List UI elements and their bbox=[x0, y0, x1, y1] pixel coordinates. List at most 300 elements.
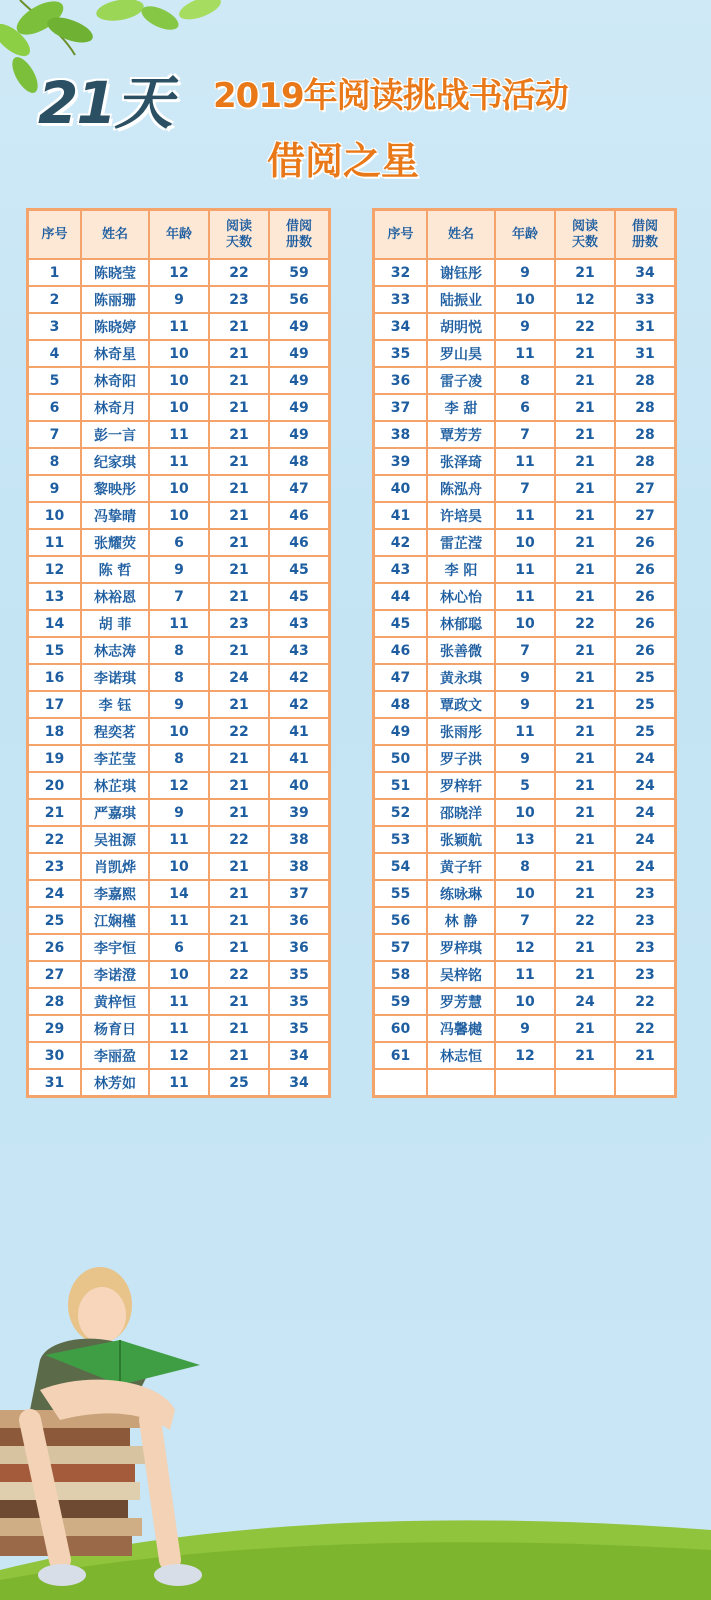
cell-days: 21 bbox=[209, 583, 269, 610]
cell-index: 46 bbox=[374, 637, 427, 664]
cell-books: 47 bbox=[269, 475, 329, 502]
table-row bbox=[28, 664, 329, 691]
cell-name: 李 甜 bbox=[427, 394, 495, 421]
cell-age: 9 bbox=[495, 664, 555, 691]
cell-books: 28 bbox=[615, 421, 675, 448]
cell-days: 24 bbox=[209, 664, 269, 691]
cell-name: 罗梓琪 bbox=[427, 934, 495, 961]
cell-days: 23 bbox=[209, 610, 269, 637]
cell-name: 黎映彤 bbox=[81, 475, 149, 502]
table-row bbox=[374, 637, 675, 664]
cell-days: 21 bbox=[555, 367, 615, 394]
cell-books: 31 bbox=[615, 313, 675, 340]
cell-index: 54 bbox=[374, 853, 427, 880]
column-header-age: 年龄 bbox=[149, 210, 209, 259]
table-row bbox=[374, 691, 675, 718]
table-row bbox=[374, 421, 675, 448]
cell-books: 26 bbox=[615, 529, 675, 556]
cell-age: 7 bbox=[495, 475, 555, 502]
column-header-index: 序号 bbox=[374, 210, 427, 259]
table-row bbox=[374, 259, 675, 286]
cell-days: 21 bbox=[209, 1042, 269, 1069]
cell-age: 11 bbox=[495, 961, 555, 988]
cell-days: 21 bbox=[555, 664, 615, 691]
cell-name: 张雨彤 bbox=[427, 718, 495, 745]
cell-index: 2 bbox=[28, 286, 81, 313]
cell-index: 8 bbox=[28, 448, 81, 475]
cell-name: 陆振业 bbox=[427, 286, 495, 313]
cell-name: 胡明悦 bbox=[427, 313, 495, 340]
cell-name: 程奕茗 bbox=[81, 718, 149, 745]
cell-name: 陈晓婷 bbox=[81, 313, 149, 340]
cell-books bbox=[615, 1069, 675, 1096]
table-row bbox=[374, 556, 675, 583]
table-row bbox=[374, 475, 675, 502]
cell-index: 36 bbox=[374, 367, 427, 394]
cell-age: 11 bbox=[495, 448, 555, 475]
cell-age: 7 bbox=[495, 907, 555, 934]
cell-index: 55 bbox=[374, 880, 427, 907]
table-row bbox=[28, 691, 329, 718]
table-row bbox=[28, 637, 329, 664]
table-row bbox=[28, 961, 329, 988]
cell-name: 陈 哲 bbox=[81, 556, 149, 583]
cell-name: 练咏琳 bbox=[427, 880, 495, 907]
cell-name: 张善微 bbox=[427, 637, 495, 664]
cell-name: 覃政文 bbox=[427, 691, 495, 718]
cell-days: 21 bbox=[555, 691, 615, 718]
cell-books: 43 bbox=[269, 610, 329, 637]
cell-books: 28 bbox=[615, 394, 675, 421]
cell-books: 35 bbox=[269, 988, 329, 1015]
table-row bbox=[28, 448, 329, 475]
cell-days: 21 bbox=[555, 772, 615, 799]
cell-age: 7 bbox=[495, 421, 555, 448]
cell-index: 52 bbox=[374, 799, 427, 826]
cell-books: 27 bbox=[615, 502, 675, 529]
table-row bbox=[28, 718, 329, 745]
cell-days: 21 bbox=[555, 583, 615, 610]
cell-books: 26 bbox=[615, 610, 675, 637]
cell-age: 7 bbox=[495, 637, 555, 664]
table-row bbox=[28, 853, 329, 880]
cell-days: 21 bbox=[209, 853, 269, 880]
cell-books: 24 bbox=[615, 745, 675, 772]
cell-index: 59 bbox=[374, 988, 427, 1015]
cell-days: 21 bbox=[209, 340, 269, 367]
cell-name: 罗梓轩 bbox=[427, 772, 495, 799]
cell-index: 5 bbox=[28, 367, 81, 394]
cell-books: 22 bbox=[615, 988, 675, 1015]
cell-name: 林奇星 bbox=[81, 340, 149, 367]
page-subtitle: 借阅之星 bbox=[267, 139, 420, 183]
cell-days: 21 bbox=[555, 880, 615, 907]
table-row bbox=[374, 907, 675, 934]
cell-index: 56 bbox=[374, 907, 427, 934]
cell-index: 44 bbox=[374, 583, 427, 610]
table-row bbox=[28, 880, 329, 907]
cell-name: 林裕恩 bbox=[81, 583, 149, 610]
cell-age: 10 bbox=[149, 367, 209, 394]
column-header-days: 阅读 天数 bbox=[555, 210, 615, 259]
cell-index: 48 bbox=[374, 691, 427, 718]
cell-days: 21 bbox=[209, 502, 269, 529]
cell-days: 22 bbox=[209, 718, 269, 745]
cell-age: 10 bbox=[495, 529, 555, 556]
cell-age: 10 bbox=[495, 610, 555, 637]
table-row bbox=[374, 394, 675, 421]
cell-age: 11 bbox=[149, 1015, 209, 1042]
table-row bbox=[374, 772, 675, 799]
cell-books: 31 bbox=[615, 340, 675, 367]
table-row bbox=[374, 502, 675, 529]
cell-index: 53 bbox=[374, 826, 427, 853]
cell-age: 10 bbox=[149, 502, 209, 529]
column-header-days: 阅读 天数 bbox=[209, 210, 269, 259]
cell-age: 9 bbox=[149, 286, 209, 313]
cell-name: 许培昊 bbox=[427, 502, 495, 529]
cell-days: 21 bbox=[555, 961, 615, 988]
table-row bbox=[374, 367, 675, 394]
cell-age: 11 bbox=[149, 826, 209, 853]
cell-index: 23 bbox=[28, 853, 81, 880]
cell-index: 37 bbox=[374, 394, 427, 421]
cell-books: 59 bbox=[269, 259, 329, 286]
cell-books: 27 bbox=[615, 475, 675, 502]
cell-name: 杨育日 bbox=[81, 1015, 149, 1042]
cell-name: 黄子轩 bbox=[427, 853, 495, 880]
cell-index bbox=[374, 1069, 427, 1096]
cell-days: 21 bbox=[209, 745, 269, 772]
cell-age: 11 bbox=[149, 1069, 209, 1096]
cell-index: 17 bbox=[28, 691, 81, 718]
cell-books: 35 bbox=[269, 1015, 329, 1042]
cell-age: 7 bbox=[149, 583, 209, 610]
cell-days: 21 bbox=[209, 421, 269, 448]
table-row bbox=[374, 664, 675, 691]
table-row bbox=[374, 610, 675, 637]
cell-books: 28 bbox=[615, 367, 675, 394]
cell-age: 11 bbox=[149, 610, 209, 637]
cell-name: 林芳如 bbox=[81, 1069, 149, 1096]
cell-index: 7 bbox=[28, 421, 81, 448]
cell-days: 23 bbox=[209, 286, 269, 313]
table-row bbox=[374, 880, 675, 907]
cell-books: 24 bbox=[615, 799, 675, 826]
cell-days: 21 bbox=[209, 475, 269, 502]
cell-books: 28 bbox=[615, 448, 675, 475]
table-row bbox=[374, 448, 675, 475]
cell-books: 26 bbox=[615, 637, 675, 664]
cell-age: 8 bbox=[495, 853, 555, 880]
cell-name: 林奇月 bbox=[81, 394, 149, 421]
cell-age: 9 bbox=[495, 259, 555, 286]
cell-days: 21 bbox=[555, 529, 615, 556]
table-row bbox=[374, 934, 675, 961]
cell-age: 11 bbox=[149, 988, 209, 1015]
cell-days: 21 bbox=[555, 556, 615, 583]
cell-age bbox=[495, 1069, 555, 1096]
cell-books: 49 bbox=[269, 394, 329, 421]
column-header-name: 姓名 bbox=[427, 210, 495, 259]
cell-age: 6 bbox=[149, 529, 209, 556]
column-header-name: 姓名 bbox=[81, 210, 149, 259]
cell-index: 1 bbox=[28, 259, 81, 286]
cell-books: 45 bbox=[269, 583, 329, 610]
cell-books: 23 bbox=[615, 880, 675, 907]
cell-index: 24 bbox=[28, 880, 81, 907]
cell-books: 24 bbox=[615, 772, 675, 799]
cell-books: 34 bbox=[269, 1042, 329, 1069]
cell-name: 胡 菲 bbox=[81, 610, 149, 637]
cell-index: 10 bbox=[28, 502, 81, 529]
table-row bbox=[28, 745, 329, 772]
table-row bbox=[374, 1069, 675, 1096]
cell-name: 雷子凌 bbox=[427, 367, 495, 394]
cell-days: 21 bbox=[555, 259, 615, 286]
cell-age: 5 bbox=[495, 772, 555, 799]
cell-days: 21 bbox=[209, 988, 269, 1015]
cell-name: 谢钰彤 bbox=[427, 259, 495, 286]
cell-index: 43 bbox=[374, 556, 427, 583]
column-header-age: 年龄 bbox=[495, 210, 555, 259]
table-row bbox=[28, 340, 329, 367]
cell-days: 21 bbox=[555, 421, 615, 448]
cell-days: 24 bbox=[555, 988, 615, 1015]
cell-days: 21 bbox=[555, 718, 615, 745]
cell-index: 57 bbox=[374, 934, 427, 961]
cell-age: 12 bbox=[495, 934, 555, 961]
cell-index: 60 bbox=[374, 1015, 427, 1042]
cell-index: 47 bbox=[374, 664, 427, 691]
cell-days: 22 bbox=[555, 610, 615, 637]
cell-days: 21 bbox=[209, 529, 269, 556]
cell-name: 邵晓洋 bbox=[427, 799, 495, 826]
cell-books: 45 bbox=[269, 556, 329, 583]
cell-index: 40 bbox=[374, 475, 427, 502]
cell-age: 13 bbox=[495, 826, 555, 853]
cell-index: 41 bbox=[374, 502, 427, 529]
cell-days: 22 bbox=[555, 907, 615, 934]
cell-books: 43 bbox=[269, 637, 329, 664]
table-row bbox=[374, 340, 675, 367]
cell-name: 江娴槿 bbox=[81, 907, 149, 934]
cell-books: 46 bbox=[269, 502, 329, 529]
cell-books: 48 bbox=[269, 448, 329, 475]
cell-name: 林芷琪 bbox=[81, 772, 149, 799]
table-row bbox=[374, 745, 675, 772]
ranking-table-left bbox=[26, 208, 331, 1098]
cell-name bbox=[427, 1069, 495, 1096]
cell-index: 32 bbox=[374, 259, 427, 286]
cell-books: 42 bbox=[269, 691, 329, 718]
ranking-table-right bbox=[372, 208, 677, 1098]
cell-days: 22 bbox=[209, 826, 269, 853]
table-row bbox=[28, 772, 329, 799]
cell-name: 冯挚晴 bbox=[81, 502, 149, 529]
table-row bbox=[28, 610, 329, 637]
table-row bbox=[28, 583, 329, 610]
girl-reading-illustration bbox=[0, 1260, 230, 1600]
table-row bbox=[28, 988, 329, 1015]
cell-books: 25 bbox=[615, 718, 675, 745]
cell-index: 9 bbox=[28, 475, 81, 502]
cell-name: 黄梓恒 bbox=[81, 988, 149, 1015]
cell-days: 21 bbox=[555, 502, 615, 529]
cell-days: 21 bbox=[209, 556, 269, 583]
table-row bbox=[28, 799, 329, 826]
cell-index: 14 bbox=[28, 610, 81, 637]
table-row bbox=[28, 934, 329, 961]
cell-name: 严嘉琪 bbox=[81, 799, 149, 826]
cell-index: 28 bbox=[28, 988, 81, 1015]
cell-books: 35 bbox=[269, 961, 329, 988]
column-header-books: 借阅 册数 bbox=[615, 210, 675, 259]
cell-index: 13 bbox=[28, 583, 81, 610]
cell-age: 8 bbox=[495, 367, 555, 394]
cell-age: 9 bbox=[495, 1015, 555, 1042]
table-row bbox=[28, 313, 329, 340]
table-row bbox=[374, 286, 675, 313]
cell-name: 李宇恒 bbox=[81, 934, 149, 961]
cell-books: 26 bbox=[615, 583, 675, 610]
cell-books: 23 bbox=[615, 907, 675, 934]
cell-days: 21 bbox=[555, 448, 615, 475]
cell-index: 20 bbox=[28, 772, 81, 799]
cell-name: 陈晓莹 bbox=[81, 259, 149, 286]
table-row bbox=[28, 556, 329, 583]
cell-days: 21 bbox=[209, 772, 269, 799]
table-row bbox=[374, 853, 675, 880]
cell-days: 21 bbox=[555, 853, 615, 880]
cell-books: 49 bbox=[269, 313, 329, 340]
cell-index: 34 bbox=[374, 313, 427, 340]
cell-books: 22 bbox=[615, 1015, 675, 1042]
table-row bbox=[28, 1069, 329, 1096]
cell-days: 21 bbox=[209, 367, 269, 394]
cell-age: 10 bbox=[149, 718, 209, 745]
cell-index: 3 bbox=[28, 313, 81, 340]
cell-name: 林心怡 bbox=[427, 583, 495, 610]
cell-index: 33 bbox=[374, 286, 427, 313]
table-row bbox=[28, 502, 329, 529]
cell-age: 12 bbox=[149, 259, 209, 286]
cell-age: 11 bbox=[149, 313, 209, 340]
cell-books: 49 bbox=[269, 340, 329, 367]
cell-name: 林 静 bbox=[427, 907, 495, 934]
cell-days: 21 bbox=[209, 880, 269, 907]
cell-name: 罗子洪 bbox=[427, 745, 495, 772]
cell-name: 李诺澄 bbox=[81, 961, 149, 988]
cell-days: 21 bbox=[209, 691, 269, 718]
cell-age: 10 bbox=[149, 475, 209, 502]
table-row bbox=[374, 1042, 675, 1069]
cell-books: 34 bbox=[615, 259, 675, 286]
table-row bbox=[28, 367, 329, 394]
cell-age: 10 bbox=[149, 394, 209, 421]
cell-age: 6 bbox=[495, 394, 555, 421]
cell-age: 9 bbox=[149, 799, 209, 826]
cell-age: 10 bbox=[495, 880, 555, 907]
table-row bbox=[28, 475, 329, 502]
cell-age: 10 bbox=[149, 340, 209, 367]
cell-books: 56 bbox=[269, 286, 329, 313]
cell-books: 38 bbox=[269, 853, 329, 880]
cell-days: 21 bbox=[209, 799, 269, 826]
cell-index: 12 bbox=[28, 556, 81, 583]
cell-books: 24 bbox=[615, 826, 675, 853]
cell-age: 8 bbox=[149, 745, 209, 772]
cell-days: 21 bbox=[209, 1015, 269, 1042]
cell-name: 李丽盈 bbox=[81, 1042, 149, 1069]
cell-books: 37 bbox=[269, 880, 329, 907]
cell-age: 6 bbox=[149, 934, 209, 961]
table-row bbox=[28, 1042, 329, 1069]
cell-age: 12 bbox=[149, 772, 209, 799]
cell-name: 张泽琦 bbox=[427, 448, 495, 475]
cell-days: 21 bbox=[209, 394, 269, 421]
cell-index: 49 bbox=[374, 718, 427, 745]
cell-days: 21 bbox=[209, 637, 269, 664]
table-row bbox=[28, 1015, 329, 1042]
cell-index: 27 bbox=[28, 961, 81, 988]
cell-age: 11 bbox=[495, 583, 555, 610]
cell-days: 21 bbox=[555, 826, 615, 853]
cell-name: 纪家琪 bbox=[81, 448, 149, 475]
cell-index: 19 bbox=[28, 745, 81, 772]
column-header-books: 借阅 册数 bbox=[269, 210, 329, 259]
cell-name: 吴梓铭 bbox=[427, 961, 495, 988]
cell-age: 10 bbox=[495, 799, 555, 826]
cell-age: 12 bbox=[495, 1042, 555, 1069]
table-row bbox=[374, 583, 675, 610]
cell-index: 45 bbox=[374, 610, 427, 637]
cell-days: 21 bbox=[209, 313, 269, 340]
table-header-row bbox=[28, 210, 329, 259]
cell-books: 25 bbox=[615, 691, 675, 718]
table-row bbox=[28, 286, 329, 313]
cell-index: 50 bbox=[374, 745, 427, 772]
table-row bbox=[374, 799, 675, 826]
cell-name: 彭一言 bbox=[81, 421, 149, 448]
cell-books: 42 bbox=[269, 664, 329, 691]
cell-books: 49 bbox=[269, 421, 329, 448]
table-header-row bbox=[374, 210, 675, 259]
cell-days: 21 bbox=[555, 475, 615, 502]
column-header-index: 序号 bbox=[28, 210, 81, 259]
cell-books: 40 bbox=[269, 772, 329, 799]
cell-books: 25 bbox=[615, 664, 675, 691]
cell-index: 29 bbox=[28, 1015, 81, 1042]
cell-name: 李嘉熙 bbox=[81, 880, 149, 907]
cell-index: 25 bbox=[28, 907, 81, 934]
cell-days: 21 bbox=[555, 394, 615, 421]
cell-name: 冯馨樾 bbox=[427, 1015, 495, 1042]
cell-days: 21 bbox=[555, 637, 615, 664]
cell-name: 张颖航 bbox=[427, 826, 495, 853]
table-row bbox=[374, 313, 675, 340]
cell-age: 11 bbox=[495, 556, 555, 583]
cell-name: 张耀荧 bbox=[81, 529, 149, 556]
cell-days: 21 bbox=[555, 1015, 615, 1042]
cell-age: 10 bbox=[149, 961, 209, 988]
table-row bbox=[28, 421, 329, 448]
cell-age: 11 bbox=[495, 718, 555, 745]
cell-books: 23 bbox=[615, 934, 675, 961]
cell-books: 36 bbox=[269, 934, 329, 961]
cell-age: 11 bbox=[149, 448, 209, 475]
cell-name: 黄永琪 bbox=[427, 664, 495, 691]
